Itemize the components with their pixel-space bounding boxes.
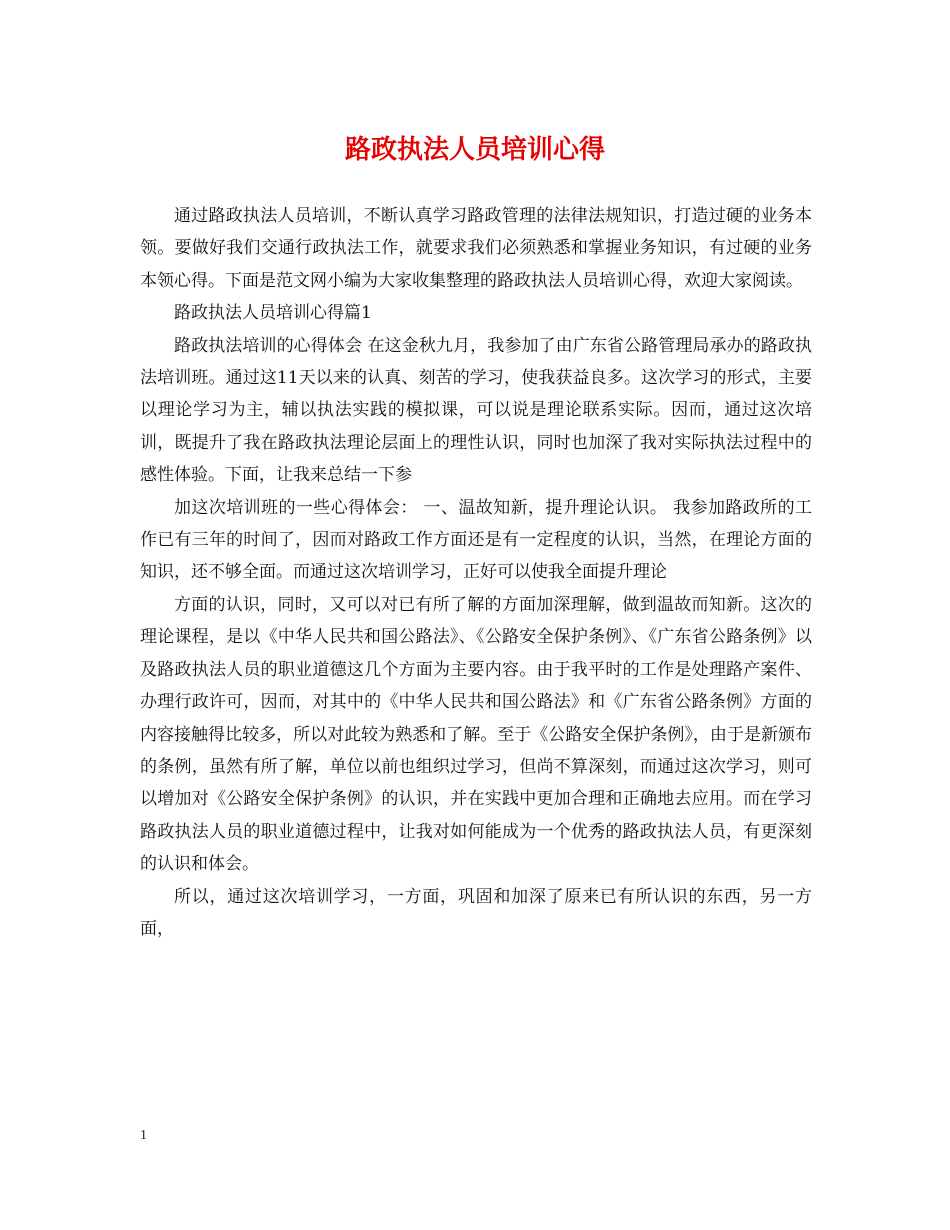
- section-heading: 路政执法人员培训心得篇1: [174, 303, 372, 324]
- paragraph-1: 路政执法培训的心得体会 在这金秋九月，我参加了由广东省公路管理局承办的路政执法培训班。通过这11天以来的认真、刻苦的学习，使我获益良多。这次学习的形式，主要以理论学习为主，辅以执法实践的模拟课，可以说是理论联系实际。因而，通过这次培训，既提升了我在路政执法理论层面上的理性认识，同时也加深了我对实际执法过程中的感性体验。下面，让我来总结一下参: [140, 335, 812, 486]
- paragraph-4: 所以，通过这次培训学习，一方面，巩固和加深了原来已有所认识的东西，另一方面，: [140, 886, 812, 939]
- paragraph-2: 加这次培训班的一些心得体会： 一、温故知新，提升理论认识。 我参加路政所的工作已有三年的时间了，因而对路政工作方面还是有一定程度的认识，当然，在理论方面的知识，还不够全面。而通过这次培训学习，正好可以使我全面提升理论: [140, 497, 812, 583]
- page-number: 1: [140, 1128, 147, 1143]
- document-title: 路政执法人员培训心得: [344, 135, 605, 165]
- document-body: [140, 200, 812, 945]
- paragraph-3: 方面的认识，同时，又可以对已有所了解的方面加深理解，做到温故而知新。这次的理论课程，是以《中华人民共和国公路法》、《公路安全保护条例》、《广东省公路条例》以及路政执法人员的职业道德这几个方面为主要内容。由于我平时的工作是处理路产案件、办理行政许可，因而，对其中的《中华人民共和国公路法》和《广东省公路条例》方面的内容接触得比较多，所以对此较为熟悉和了解。至于《公路安全保护条例》，由于是新颁布的条例，虽然有所了解，单位以前也组织过学习，但尚不算深刻，而通过这次学习，则可以增加对《公路安全保护条例》的认识，并在实践中更加合理和正确地去应用。而在学习路政执法人员的职业道德过程中，让我对如何能成为一个优秀的路政执法人员，有更深刻的认识和体会。: [140, 594, 812, 875]
- paragraph-intro: 通过路政执法人员培训，不断认真学习路政管理的法律法规知识，打造过硬的业务本领。要做好我们交通行政执法工作，就要求我们必须熟悉和掌握业务知识，有过硬的业务本领心得。下面是范文网小编为大家收集整理的路政执法人员培训心得，欢迎大家阅读。: [140, 206, 812, 291]
